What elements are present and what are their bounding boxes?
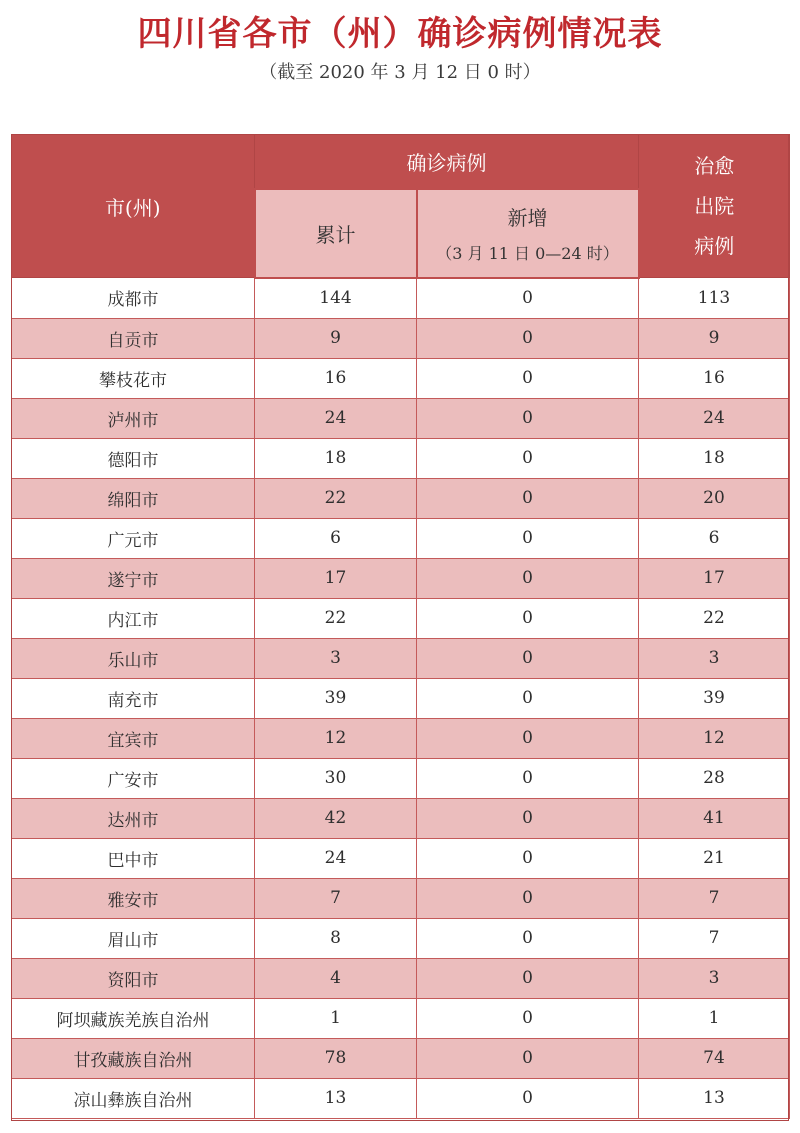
cell-cumulative: 9	[255, 318, 417, 358]
cell-new: 0	[417, 838, 639, 878]
cell-recovered: 16	[639, 358, 790, 398]
cell-new: 0	[417, 998, 639, 1038]
cell-new: 0	[417, 1078, 639, 1118]
cell-recovered: 7	[639, 918, 790, 958]
cell-new: 0	[417, 278, 639, 319]
header-cumulative: 累计	[255, 189, 417, 278]
cell-recovered: 7	[639, 878, 790, 918]
table-row	[12, 958, 790, 998]
cell-new: 0	[417, 878, 639, 918]
table-row	[12, 598, 790, 638]
cell-new: 0	[417, 958, 639, 998]
cell-city: 凉山彝族自治州	[12, 1078, 255, 1118]
cell-cumulative: 1	[255, 998, 417, 1038]
cell-cumulative: 6	[255, 518, 417, 558]
cell-recovered: 12	[639, 718, 790, 758]
table-row	[12, 1038, 790, 1078]
table-row	[12, 918, 790, 958]
cell-new: 0	[417, 638, 639, 678]
table-row	[12, 558, 790, 598]
cell-city: 德阳市	[12, 438, 255, 478]
cell-cumulative: 22	[255, 598, 417, 638]
table-row	[12, 1078, 790, 1118]
cell-cumulative: 7	[255, 878, 417, 918]
cell-cumulative: 24	[255, 838, 417, 878]
cell-recovered: 17	[639, 558, 790, 598]
table-body	[12, 278, 790, 1119]
cell-city: 成都市	[12, 278, 255, 319]
cell-new: 0	[417, 758, 639, 798]
table-row	[12, 838, 790, 878]
cell-recovered: 22	[639, 598, 790, 638]
cell-recovered: 9	[639, 318, 790, 358]
cell-recovered: 74	[639, 1038, 790, 1078]
cell-cumulative: 3	[255, 638, 417, 678]
cell-recovered: 20	[639, 478, 790, 518]
table-row	[12, 518, 790, 558]
cell-recovered: 1	[639, 998, 790, 1038]
cell-new: 0	[417, 478, 639, 518]
cell-new: 0	[417, 398, 639, 438]
cell-recovered: 13	[639, 1078, 790, 1118]
table-row	[12, 878, 790, 918]
cell-recovered: 3	[639, 638, 790, 678]
table-row	[12, 438, 790, 478]
cell-city: 雅安市	[12, 878, 255, 918]
cell-new: 0	[417, 918, 639, 958]
table-row	[12, 718, 790, 758]
cell-city: 甘孜藏族自治州	[12, 1038, 255, 1078]
table-row	[12, 318, 790, 358]
table-row	[12, 358, 790, 398]
cell-recovered: 24	[639, 398, 790, 438]
cell-cumulative: 78	[255, 1038, 417, 1078]
page-title: 四川省各市（州）确诊病例情况表	[137, 14, 663, 54]
cell-new: 0	[417, 518, 639, 558]
cell-cumulative: 42	[255, 798, 417, 838]
cell-cumulative: 8	[255, 918, 417, 958]
cell-city: 资阳市	[12, 958, 255, 998]
cell-cumulative: 24	[255, 398, 417, 438]
cell-new: 0	[417, 718, 639, 758]
cell-city: 达州市	[12, 798, 255, 838]
cell-cumulative: 13	[255, 1078, 417, 1118]
cell-new: 0	[417, 558, 639, 598]
table-header	[12, 135, 790, 278]
cell-recovered: 3	[639, 958, 790, 998]
cell-cumulative: 16	[255, 358, 417, 398]
cell-recovered: 21	[639, 838, 790, 878]
table-row	[12, 278, 790, 319]
cell-new: 0	[417, 598, 639, 638]
cell-recovered: 18	[639, 438, 790, 478]
table-row	[12, 758, 790, 798]
header-recovered	[639, 135, 790, 278]
cell-cumulative: 144	[255, 278, 417, 319]
cell-city: 宜宾市	[12, 718, 255, 758]
cell-city: 遂宁市	[12, 558, 255, 598]
table-row	[12, 398, 790, 438]
cell-new: 0	[417, 438, 639, 478]
cell-new: 0	[417, 358, 639, 398]
cell-cumulative: 17	[255, 558, 417, 598]
cell-cumulative: 12	[255, 718, 417, 758]
header-confirmed: 确诊病例	[255, 135, 639, 189]
cell-recovered: 41	[639, 798, 790, 838]
table-row	[12, 798, 790, 838]
table-row	[12, 638, 790, 678]
cell-new: 0	[417, 798, 639, 838]
header-new-label: 新增	[507, 206, 548, 231]
cell-city: 南充市	[12, 678, 255, 718]
cell-new: 0	[417, 318, 639, 358]
cell-cumulative: 39	[255, 678, 417, 718]
cell-city: 内江市	[12, 598, 255, 638]
cases-table	[11, 134, 790, 1119]
cell-new: 0	[417, 1038, 639, 1078]
header-new	[417, 189, 639, 278]
header-city: 市(州)	[12, 135, 255, 278]
table-row	[12, 998, 790, 1038]
cell-city: 广元市	[12, 518, 255, 558]
cell-recovered: 28	[639, 758, 790, 798]
cell-cumulative: 22	[255, 478, 417, 518]
cell-cumulative: 18	[255, 438, 417, 478]
cell-city: 绵阳市	[12, 478, 255, 518]
cell-city: 自贡市	[12, 318, 255, 358]
header-new-note: （3 月 11 日 0—24 时）	[436, 244, 619, 264]
header-recovered-line2: 出院	[694, 194, 735, 218]
cell-city: 巴中市	[12, 838, 255, 878]
cell-cumulative: 4	[255, 958, 417, 998]
cell-recovered: 113	[639, 278, 790, 319]
cell-city: 阿坝藏族羌族自治州	[12, 998, 255, 1038]
table-row	[12, 678, 790, 718]
cell-cumulative: 30	[255, 758, 417, 798]
cell-city: 攀枝花市	[12, 358, 255, 398]
cell-city: 乐山市	[12, 638, 255, 678]
header-recovered-line3: 病例	[694, 234, 735, 258]
cell-city: 泸州市	[12, 398, 255, 438]
table-row	[12, 478, 790, 518]
cell-city: 眉山市	[12, 918, 255, 958]
cell-new: 0	[417, 678, 639, 718]
page-subtitle: （截至 2020 年 3 月 12 日 0 时）	[259, 62, 541, 83]
cell-recovered: 39	[639, 678, 790, 718]
cell-city: 广安市	[12, 758, 255, 798]
cell-recovered: 6	[639, 518, 790, 558]
header-recovered-line1: 治愈	[694, 154, 735, 178]
